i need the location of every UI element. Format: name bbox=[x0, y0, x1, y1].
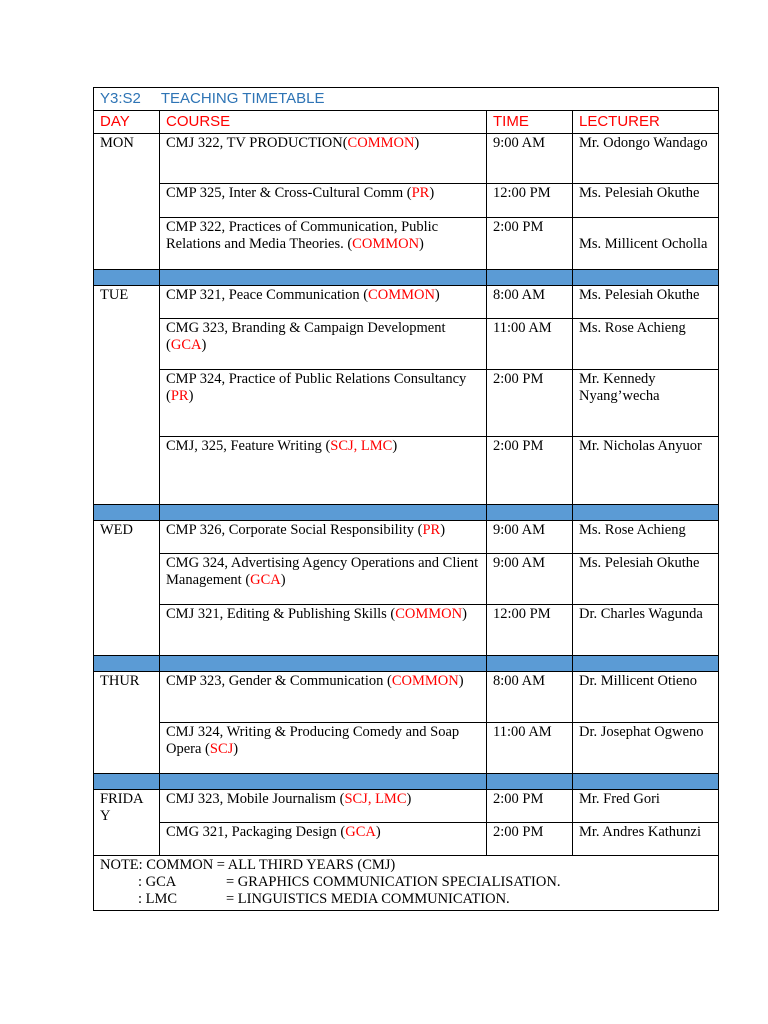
course-tag: COMMON bbox=[347, 135, 415, 151]
course-cell: CMG 321, Packaging Design (GCA) bbox=[160, 823, 487, 856]
time-cell: 12:00 PM bbox=[487, 605, 573, 656]
table-row bbox=[94, 723, 719, 774]
course-tag: PR bbox=[422, 522, 441, 538]
course-cell: CMJ 324, Writing & Producing Comedy and Soap Opera (SCJ) bbox=[160, 723, 487, 774]
lecturer-cell: Ms. Rose Achieng bbox=[573, 521, 719, 554]
note-line-lmc: : LMC = LINGUISTICS MEDIA COMMUNICATION. bbox=[138, 891, 510, 907]
course-tag: GCA bbox=[250, 572, 281, 588]
day-separator bbox=[94, 505, 719, 521]
timetable bbox=[93, 87, 719, 911]
col-header-time: TIME bbox=[487, 111, 573, 134]
table-row bbox=[94, 554, 719, 605]
day-tue: TUE bbox=[94, 286, 160, 505]
lecturer-cell: Mr. Andres Kathunzi bbox=[573, 823, 719, 856]
course-cell: CMP 324, Practice of Public Relations Consultancy (PR) bbox=[160, 370, 487, 437]
note-row bbox=[94, 856, 719, 911]
lecturer-cell: Ms. Pelesiah Okuthe bbox=[573, 286, 719, 319]
table-row bbox=[94, 286, 719, 319]
course-cell: CMG 324, Advertising Agency Operations and Client Management (GCA) bbox=[160, 554, 487, 605]
day-separator bbox=[94, 774, 719, 790]
course-tag: GCA bbox=[170, 337, 202, 353]
note-line-gca: : GCA = GRAPHICS COMMUNICATION SPECIALISATION. bbox=[138, 874, 561, 890]
note-line-1: NOTE: COMMON = ALL THIRD YEARS (CMJ) bbox=[100, 857, 396, 873]
day-separator bbox=[94, 656, 719, 672]
course-tag: PR bbox=[411, 185, 430, 201]
title-row bbox=[94, 88, 719, 111]
time-cell: 2:00 PM bbox=[487, 823, 573, 856]
table-row bbox=[94, 672, 719, 723]
day-mon: MON bbox=[94, 134, 160, 270]
day-thur: THUR bbox=[94, 672, 160, 774]
course-cell: CMP 321, Peace Communication (COMMON) bbox=[160, 286, 487, 319]
table-row bbox=[94, 605, 719, 656]
semester-code: Y3:S2 bbox=[100, 90, 141, 107]
course-tag: GCA bbox=[345, 824, 376, 840]
lecturer-cell: Ms. Millicent Ocholla bbox=[573, 218, 719, 270]
course-tag: SCJ, LMC bbox=[344, 791, 407, 807]
time-cell: 2:00 PM bbox=[487, 790, 573, 823]
time-cell: 8:00 AM bbox=[487, 672, 573, 723]
time-cell: 11:00 AM bbox=[487, 319, 573, 370]
table-row bbox=[94, 790, 719, 823]
course-tag: COMMON bbox=[352, 236, 420, 252]
lecturer-cell: Mr. Fred Gori bbox=[573, 790, 719, 823]
page-title: TEACHING TIMETABLE bbox=[160, 90, 325, 107]
col-header-lecturer: LECTURER bbox=[573, 111, 719, 134]
table-row bbox=[94, 521, 719, 554]
day-separator bbox=[94, 270, 719, 286]
time-cell: 8:00 AM bbox=[487, 286, 573, 319]
course-cell: CMP 326, Corporate Social Responsibility (PR) bbox=[160, 521, 487, 554]
course-cell: CMP 322, Practices of Communication, Public Relations and Media Theories. (COMMON) bbox=[160, 218, 487, 270]
time-cell: 2:00 PM bbox=[487, 218, 573, 270]
table-row bbox=[94, 319, 719, 370]
course-tag: PR bbox=[170, 388, 189, 404]
col-header-day: DAY bbox=[94, 111, 160, 134]
lecturer-cell: Ms. Pelesiah Okuthe bbox=[573, 554, 719, 605]
time-cell: 2:00 PM bbox=[487, 437, 573, 505]
day-fri: FRIDA Y bbox=[94, 790, 160, 856]
day-wed: WED bbox=[94, 521, 160, 656]
time-cell: 2:00 PM bbox=[487, 370, 573, 437]
col-header-course: COURSE bbox=[160, 111, 487, 134]
course-cell: CMJ 322, TV PRODUCTION(COMMON) bbox=[160, 134, 487, 184]
time-cell: 9:00 AM bbox=[487, 134, 573, 184]
lecturer-cell: Ms. Rose Achieng bbox=[573, 319, 719, 370]
lecturer-cell: Ms. Pelesiah Okuthe bbox=[573, 184, 719, 218]
course-tag: COMMON bbox=[368, 287, 435, 303]
lecturer-cell: Mr. Kennedy Nyang’wecha bbox=[573, 370, 719, 437]
course-tag: SCJ, LMC bbox=[330, 438, 393, 454]
time-cell: 12:00 PM bbox=[487, 184, 573, 218]
course-cell: CMP 325, Inter & Cross-Cultural Comm (PR) bbox=[160, 184, 487, 218]
course-cell: CMJ 321, Editing & Publishing Skills (COMMON) bbox=[160, 605, 487, 656]
course-cell: CMJ, 325, Feature Writing (SCJ, LMC) bbox=[160, 437, 487, 505]
table-row bbox=[94, 218, 719, 270]
column-header-row bbox=[94, 111, 719, 134]
time-cell: 11:00 AM bbox=[487, 723, 573, 774]
lecturer-cell: Mr. Odongo Wandago bbox=[573, 134, 719, 184]
course-cell: CMP 323, Gender & Communication (COMMON) bbox=[160, 672, 487, 723]
course-tag: SCJ bbox=[209, 741, 234, 757]
table-row bbox=[94, 370, 719, 437]
timetable-title bbox=[94, 88, 719, 111]
lecturer-cell: Dr. Josephat Ogweno bbox=[573, 723, 719, 774]
lecturer-cell: Dr. Millicent Otieno bbox=[573, 672, 719, 723]
table-row bbox=[94, 134, 719, 184]
table-row bbox=[94, 184, 719, 218]
course-cell: CMG 323, Branding & Campaign Development (GCA) bbox=[160, 319, 487, 370]
course-tag: COMMON bbox=[391, 673, 459, 689]
legend-note bbox=[94, 856, 719, 911]
table-row bbox=[94, 823, 719, 856]
course-tag: COMMON bbox=[395, 606, 463, 622]
lecturer-cell: Dr. Charles Wagunda bbox=[573, 605, 719, 656]
time-cell: 9:00 AM bbox=[487, 554, 573, 605]
course-cell: CMJ 323, Mobile Journalism (SCJ, LMC) bbox=[160, 790, 487, 823]
table-row bbox=[94, 437, 719, 505]
lecturer-cell: Mr. Nicholas Anyuor bbox=[573, 437, 719, 505]
time-cell: 9:00 AM bbox=[487, 521, 573, 554]
